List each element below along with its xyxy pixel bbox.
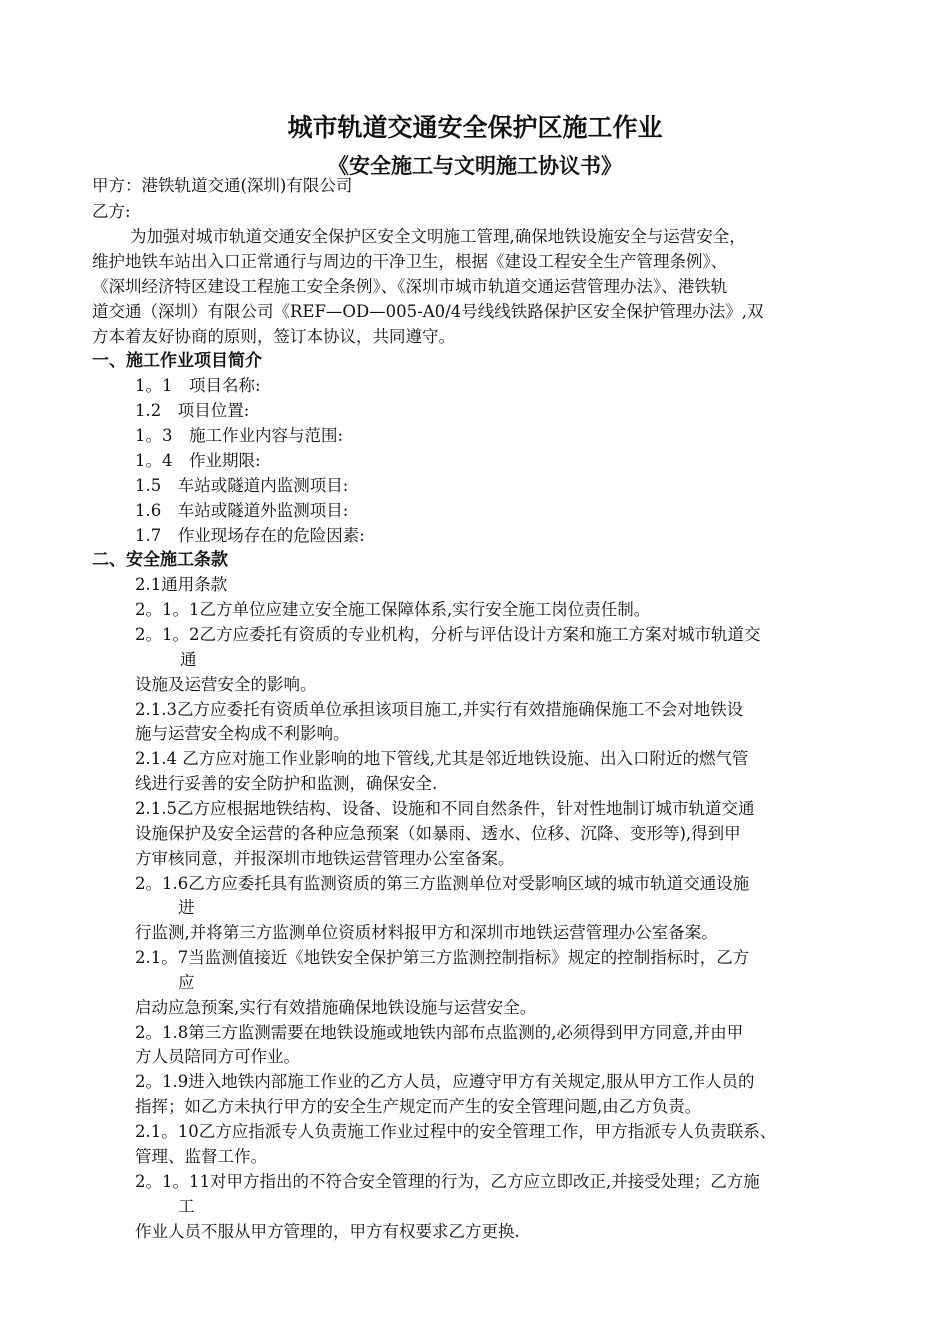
clause-line: 2.1.4 乙方应对施工作业影响的地下管线,尤其是邻近地铁设施、出入口附近的燃气管 — [135, 749, 749, 768]
clause-line: 2.1。10乙方应指派专人负责施工作业过程中的安全管理工作，甲方指派专人负责联系、 — [135, 1122, 777, 1141]
clause-line: 设施保护及安全运营的各种应急预案（如暴雨、透水、位移、沉降、变形等),得到甲 — [135, 824, 741, 843]
intro-paragraph-line: 《深圳经济特区建设工程施工安全条例》、《深圳市城市轨道交通运营管理办法》、港铁轨 — [92, 277, 728, 296]
clause-line: 线进行妥善的安全防护和监测，确保安全. — [135, 774, 438, 793]
project-item: 1.6 车站或隧道外监测项目: — [135, 501, 349, 520]
project-item: 1.2 项目位置: — [135, 401, 250, 420]
party-a-line: 甲方：港铁轨道交通(深圳)有限公司 — [92, 176, 353, 195]
clause-line: 2。1。2乙方应委托有资质的专业机构，分析与评估设计方案和施工方案对城市轨道交 — [135, 625, 761, 644]
intro-paragraph-line: 方本着友好协商的原则，签订本协议，共同遵守。 — [92, 327, 455, 346]
clause-line: 指挥；如乙方未执行甲方的安全生产规定而产生的安全管理问题,由乙方负责。 — [135, 1097, 702, 1116]
intro-paragraph-line: 维护地铁车站出入口正常通行与周边的干净卫生，根据《建设工程安全生产管理条例》、 — [92, 252, 728, 271]
clause-line: 管理、监督工作。 — [135, 1147, 267, 1166]
clause-line: 2.1。7当监测值接近《地铁安全保护第三方监测控制指标》规定的控制指标时，乙方 — [135, 948, 750, 967]
clause-line: 2。1。11对甲方指出的不符合安全管理的行为，乙方应立即改正,并接受处理；乙方施 — [135, 1172, 760, 1191]
clause-line: 应 — [178, 973, 195, 992]
clause-line: 行监测,并将第三方监测单位资质材料报甲方和深圳市地铁运营管理办公室备案。 — [135, 923, 718, 942]
clause-line: 设施及运营安全的影响。 — [135, 675, 317, 694]
clause-line: 2。1.8第三方监测需要在地铁设施或地铁内部布点监测的,必须得到甲方同意,并由甲 — [135, 1023, 744, 1042]
clause-line: 启动应急预案,实行有效措施确保地铁设施与运营安全。 — [135, 998, 537, 1017]
clause-line: 2.1.3乙方应委托有资质单位承担该项目施工,并实行有效措施确保施工不会对地铁设 — [135, 700, 744, 719]
clause-line: 工 — [178, 1197, 195, 1216]
clause-line: 2.1通用条款 — [135, 575, 228, 594]
document-subtitle: 《安全施工与文明施工协议书》 — [328, 154, 622, 178]
clause-line: 作业人员不服从甲方管理的，甲方有权要求乙方更换. — [135, 1222, 520, 1241]
project-item: 1.5 车站或隧道内监测项目: — [135, 476, 349, 495]
intro-paragraph-line: 为加强对城市轨道交通安全保护区安全文明施工管理,确保地铁设施安全与运营安全， — [130, 227, 746, 246]
clause-line: 进 — [178, 898, 195, 917]
project-item: 1。3 施工作业内容与范围: — [135, 426, 344, 445]
project-item: 1。4 作业期限: — [135, 451, 261, 470]
document-title: 城市轨道交通安全保护区施工作业 — [287, 113, 663, 142]
project-item: 1。1 项目名称: — [135, 376, 261, 395]
clause-line: 方审核同意，并报深圳市地铁运营管理办公室备案。 — [135, 849, 515, 868]
clause-line: 2。1.6乙方应委托具有监测资质的第三方监测单位对受影响区域的城市轨道交通设施 — [135, 874, 750, 893]
intro-paragraph-line: 道交通（深圳）有限公司《REF—OD—005-A0/4号线线铁路保护区安全保护管理办法》,双 — [92, 302, 764, 321]
clause-line: 2.1.5乙方应根据地铁结构、设备、设施和不同自然条件，针对性地制订城市轨道交通 — [135, 799, 755, 818]
clause-line: 方人员陪同方可作业。 — [135, 1047, 300, 1066]
project-item: 1.7 作业现场存在的危险因素: — [135, 526, 365, 545]
section-heading: 二、安全施工条款 — [92, 550, 228, 570]
clause-line: 施与运营安全构成不利影响。 — [135, 724, 350, 743]
clause-line: 通 — [180, 650, 197, 669]
party-b-line: 乙方: — [92, 202, 131, 221]
clause-line: 2。1.9进入地铁内部施工作业的乙方人员，应遵守甲方有关规定,服从甲方工作人员的 — [135, 1072, 755, 1091]
clause-line: 2。1。1乙方单位应建立安全施工保障体系,实行安全施工岗位责任制。 — [135, 600, 651, 619]
section-heading: 一、施工作业项目简介 — [92, 351, 262, 371]
